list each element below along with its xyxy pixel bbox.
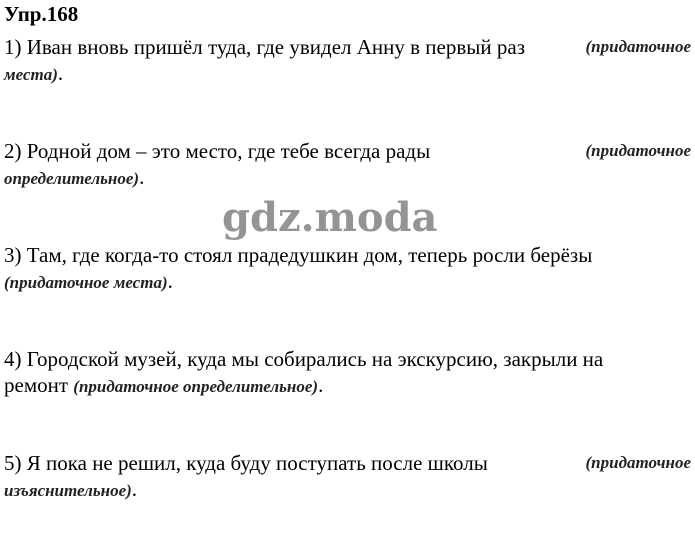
- sentence-punctuation: .: [57, 61, 64, 85]
- sentence-line: [4, 164, 691, 192]
- clause-type-note: места): [4, 65, 58, 84]
- clause-type-note: (придаточное: [585, 37, 691, 56]
- clause-type-note: (придаточное: [585, 141, 691, 160]
- sentence-punctuation: .: [318, 373, 324, 397]
- sentence-line: [4, 476, 691, 504]
- clause-type-note: определительное): [4, 169, 140, 188]
- sentence-line: [4, 34, 691, 60]
- clause-type-note: изъяснительное): [4, 481, 132, 500]
- sentence-punctuation: .: [167, 269, 173, 293]
- sentence-item-3: [4, 242, 691, 296]
- sentence-line: [4, 450, 691, 476]
- sentence-line: [4, 346, 691, 372]
- sentence-text: 2) Родной дом – это место, где тебе всегда рады: [4, 139, 431, 163]
- sentence-line: [4, 138, 691, 164]
- sentence-text: 3) Там, где когда-то стоял прадедушкин дом, теперь росли берёзы: [4, 243, 593, 267]
- sentence-item-5: [4, 450, 691, 504]
- sentence-line: [4, 242, 691, 268]
- sentence-line: [4, 372, 691, 400]
- sentence-item-1: [4, 34, 691, 88]
- sentence-line: [4, 268, 691, 296]
- clause-type-note: (придаточное: [585, 453, 691, 472]
- sentence-punctuation: .: [139, 165, 145, 189]
- watermark-text: gdz.moda: [222, 194, 438, 241]
- clause-type-note: (придаточное определительное): [73, 377, 319, 396]
- watermark-logo: [222, 196, 437, 240]
- sentence-text: 4) Городской музей, куда мы собирались на экскурсию, закрыли на: [4, 347, 604, 371]
- sentence-item-2: [4, 138, 691, 192]
- sentence-text: 5) Я пока не решил, куда буду поступать после школы: [4, 451, 488, 475]
- exercise-title: Упр.168: [4, 2, 79, 26]
- sentence-text: ремонт: [4, 373, 69, 397]
- sentence-item-4: [4, 346, 691, 400]
- clause-type-note: (придаточное места): [4, 273, 168, 292]
- sentence-line: [4, 60, 691, 88]
- sentence-text: 1) Иван вновь пришёл туда, где увидел Анну в первый раз: [4, 35, 525, 59]
- sentence-punctuation: .: [131, 477, 138, 501]
